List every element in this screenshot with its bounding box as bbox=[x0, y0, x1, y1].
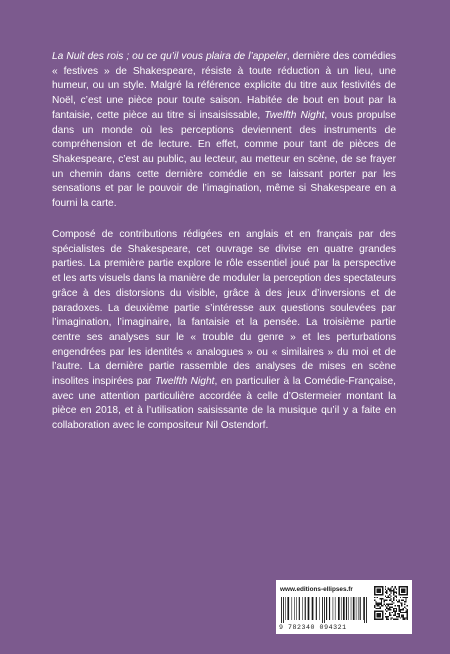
italic-title-run: Twelfth Night bbox=[155, 376, 215, 388]
qr-code-icon bbox=[374, 586, 408, 620]
text-run: , vous propulse dans un monde où les perceptions deviennent des instruments de compréhension et de lecture. En effet, comme pour tant de pièces de Shakespeare, c’est au public, au lecteur, au metteur en scène, de se frayer un chemin dans cette dernière comédie en se laissant porter par les sensations et par le pouvoir de l’imagination, même si Shakespeare en a fourni la carte. bbox=[52, 109, 396, 210]
text-run: Composé de contributions rédigées en anglais et en français par des spécialistes de Shakespeare, cet ouvrage se divise en quatre grandes parties. La première partie explore le rôle essentiel joué par la perspective et les arts visuels dans la manière de moduler la perception des spectateurs grâce à des distorsions du visible, grâce à des jeux d’inversions et de paradoxes. La deuxième partie s’intéresse aux questions soulevées par l’imagination, l’imaginaire, la fantaisie et la pensée. La troisième partie centre ses analyses sur le « trouble du genre » et les perturbations engendrées par les identités « analogues » ou « similaires » du moi et de l’autre. La dernière partie rassemble des analyses de mises en scène insolites inspirées par bbox=[52, 229, 396, 388]
italic-title-run: Twelfth Night bbox=[264, 109, 325, 121]
summary-paragraph-2-text bbox=[52, 228, 396, 434]
summary-paragraph-1 bbox=[52, 50, 396, 212]
summary-paragraph-1-text bbox=[52, 50, 396, 212]
barcode-label bbox=[276, 580, 412, 634]
publisher-website: www.editions-ellipses.fr bbox=[280, 586, 353, 593]
summary-paragraph-2 bbox=[52, 228, 396, 434]
text-run: , en particulier à la Comédie-Française, avec une attention particulière accordée à celle d’Ostermeier montant la pièce en 2018, et à l’utilisation saisissante de la musique qu’il y a faite en collaboration avec le compositeur Nil Ostendorf. bbox=[52, 376, 396, 432]
isbn-barcode bbox=[280, 597, 368, 623]
isbn-number: 9 782340 094321 bbox=[279, 624, 347, 631]
italic-title-run: La Nuit des rois ; ou ce qu’il vous plaira de l’appeler bbox=[52, 51, 287, 62]
text-run: , dernière des comédies « festives » de Shakespeare, résiste à toute réduction à un lieu, une humeur, ou un style. Malgré la référence explicite du titre aux festivités de Noël, c’est une pièce pour toute saison. Habitée de bout en bout par la fantaisie, cette pièce au titre si insaisissable, bbox=[52, 51, 396, 121]
